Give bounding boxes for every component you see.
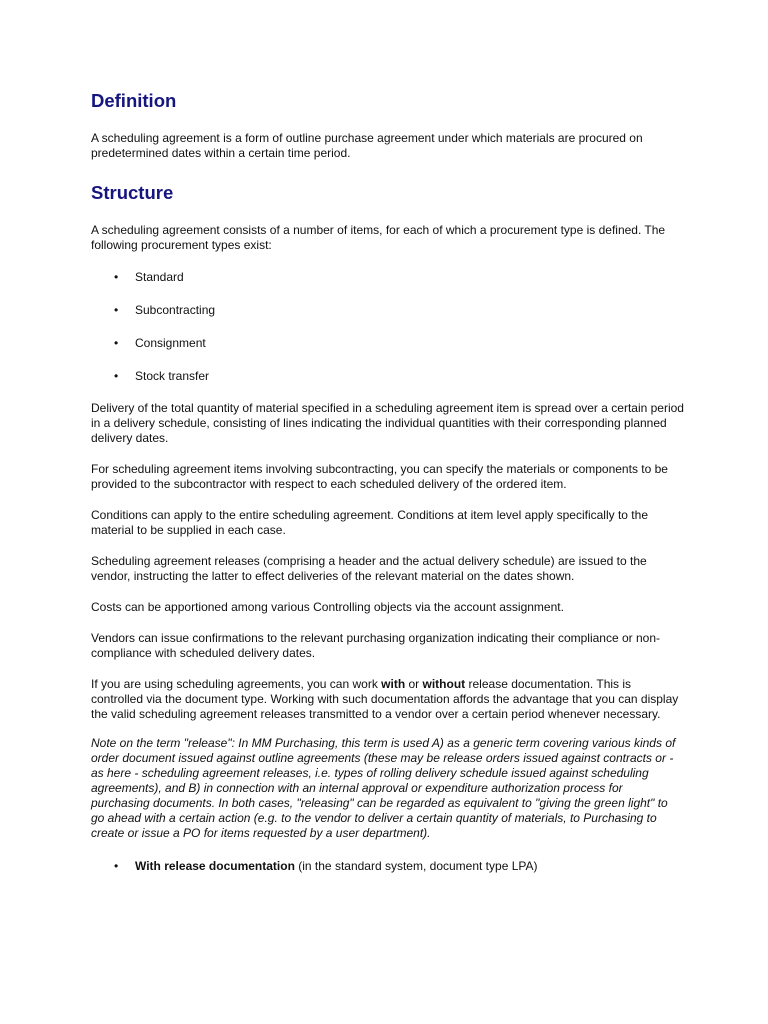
definition-text: A scheduling agreement is a form of outline purchase agreement under which materials are procured on predetermined dates within a certain time period.	[91, 131, 643, 160]
bullet-icon: •	[114, 336, 119, 350]
list-item	[91, 303, 684, 318]
definition-heading: Definition	[91, 90, 177, 111]
bullet-icon: •	[114, 303, 119, 317]
release-doc-or: or	[405, 677, 423, 691]
costs-paragraph: Costs can be apportioned among various Controlling objects via the account assignment.	[91, 600, 564, 614]
bullet-icon: •	[114, 369, 119, 383]
release-doc-with: with	[381, 677, 406, 691]
release-doc-text-before: If you are using scheduling agreements, you can work	[91, 677, 382, 691]
subcontracting-paragraph: For scheduling agreement items involving subcontracting, you can specify the materials or components to be provided to the subcontractor with respect to each scheduled delivery of the ordered item.	[91, 462, 668, 491]
confirmations-paragraph: Vendors can issue confirmations to the relevant purchasing organization indicating their compliance or non-compliance with scheduled delivery dates.	[91, 631, 660, 660]
procurement-type-list	[91, 270, 684, 384]
list-item	[91, 336, 684, 351]
list-item-label: Standard	[135, 270, 184, 284]
release-documentation-paragraph	[91, 677, 684, 722]
list-item	[91, 270, 684, 285]
list-item	[91, 859, 684, 874]
bullet-icon: •	[114, 270, 119, 284]
structure-intro: A scheduling agreement consists of a number of items, for each of which a procurement type is defined. The following procurement types exist:	[91, 223, 666, 252]
conditions-paragraph: Conditions can apply to the entire scheduling agreement. Conditions at item level apply specifically to the material to be supplied in each case.	[91, 508, 648, 537]
list-item-label: Consignment	[135, 336, 206, 350]
list-item-label: (in the standard system, document type LPA)	[294, 859, 538, 873]
bullet-icon: •	[114, 859, 119, 873]
list-item	[91, 369, 684, 384]
release-term-note: Note on the term "release": In MM Purchasing, this term is used A) as a generic term covering various kinds of order document issued against outline agreements (these may be release orders issued against contracts or - as here - scheduling agreement releases, i.e. types of rolling delivery schedule issued against scheduling agreements), and B) in connection with an internal approval or expenditure authorization process for purchasing documents. In both cases, "releasing" can be regarded as equivalent to "giving the green light" to go ahead with a certain action (e.g. to the vendor to deliver a certain quantity of materials, to Purchasing to create or issue a PO for items requested by a user department).	[91, 736, 676, 840]
list-item-label: Subcontracting	[135, 303, 216, 317]
structure-heading: Structure	[91, 182, 174, 203]
list-item-label: Stock transfer	[135, 369, 210, 383]
release-doc-without: without	[422, 677, 466, 691]
list-item-bold-label: With release documentation	[135, 859, 295, 873]
release-doc-text-after: release documentation. This is controlled via the document type. Working with such documentation affords the advantage that you can display the valid scheduling agreement releases transmitted to a vendor over a certain period whenever necessary.	[91, 677, 679, 721]
releases-paragraph: Scheduling agreement releases (comprising a header and the actual delivery schedule) are issued to the vendor, instructing the latter to effect deliveries of the relevant material on the dates shown.	[91, 554, 647, 583]
delivery-schedule-paragraph: Delivery of the total quantity of material specified in a scheduling agreement item is spread over a certain period in a delivery schedule, consisting of lines indicating the individual quantities with their corresponding planned delivery dates.	[91, 401, 684, 445]
release-documentation-list	[91, 859, 684, 874]
